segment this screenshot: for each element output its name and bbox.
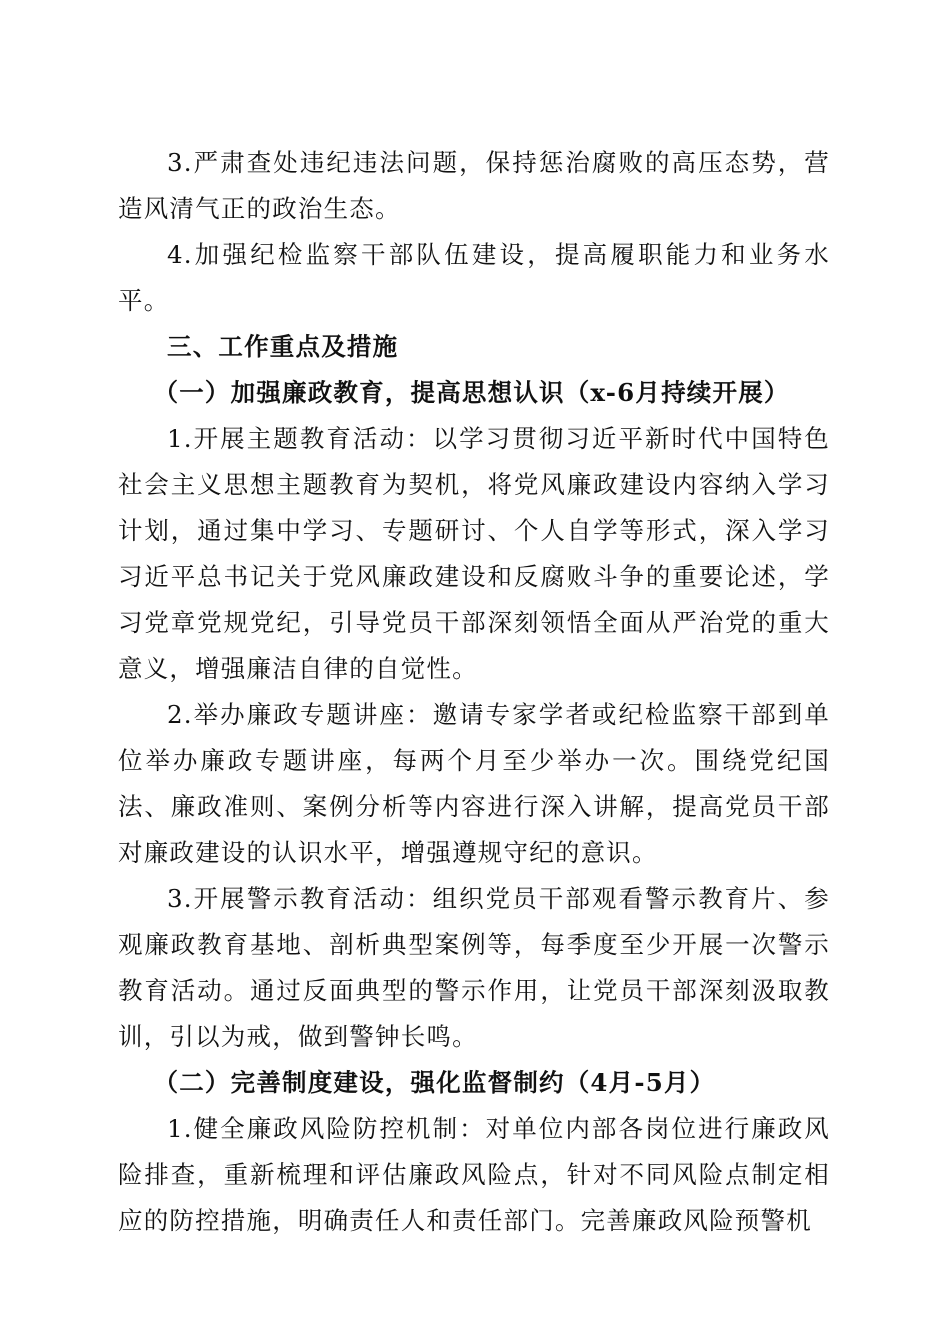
document-body bbox=[118, 140, 830, 1244]
subsection-1-item-2: 2.举办廉政专题讲座：邀请专家学者或纪检监察干部到单位举办廉政专题讲座，每两个月至少举办一次。围绕党纪国法、廉政准则、案例分析等内容进行深入讲解，提高党员干部对廉政建设的认识水平，增强遵规守纪的意识。 bbox=[118, 700, 830, 867]
section-heading: 三、工作重点及措施 bbox=[167, 332, 399, 361]
goal-item-4: 4.加强纪检监察干部队伍建设，提高履职能力和业务水平。 bbox=[118, 240, 830, 315]
goal-item-3: 3.严肃查处违纪违法问题，保持惩治腐败的高压态势，营造风清气正的政治生态。 bbox=[118, 148, 830, 223]
subsection-2-heading: （二）完善制度建设，强化监督制约（4月-5月） bbox=[153, 1068, 716, 1097]
subsection-1-heading: （一）加强廉政教育，提高思想认识（x-6月持续开展） bbox=[153, 378, 790, 407]
subsection-2-item-1: 1.健全廉政风险防控机制：对单位内部各岗位进行廉政风险排查，重新梳理和评估廉政风险点，针对不同风险点制定相应的防控措施，明确责任人和责任部门。完善廉政风险预警机 bbox=[118, 1114, 830, 1235]
subsection-1-item-1: 1.开展主题教育活动：以学习贯彻习近平新时代中国特色社会主义思想主题教育为契机，将党风廉政建设内容纳入学习计划，通过集中学习、专题研讨、个人自学等形式，深入学习习近平总书记关于党风廉政建设和反腐败斗争的重要论述，学习党章党规党纪，引导党员干部深刻领悟全面从严治党的重大意义，增强廉洁自律的自觉性。 bbox=[118, 424, 830, 683]
subsection-1-item-3: 3.开展警示教育活动：组织党员干部观看警示教育片、参观廉政教育基地、剖析典型案例等，每季度至少开展一次警示教育活动。通过反面典型的警示作用，让党员干部深刻汲取教训，引以为戒，做到警钟长鸣。 bbox=[118, 884, 830, 1051]
